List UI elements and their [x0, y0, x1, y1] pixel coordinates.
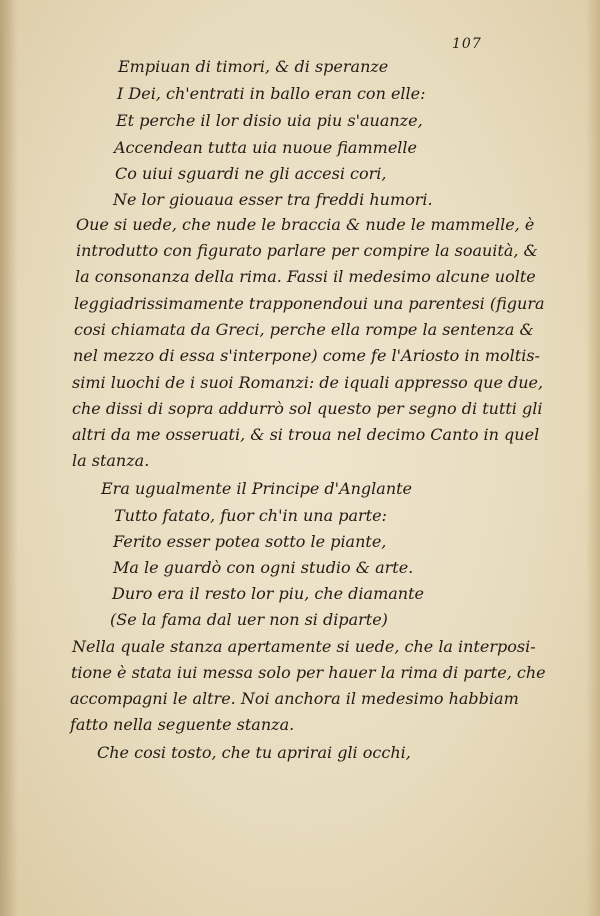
prose-line: fatto nella seguente stanza. — [70, 715, 295, 734]
verse-line: Et perche il lor disio uia piu s'auanze, — [116, 111, 423, 130]
prose-line: che dissi di sopra addurrò sol questo per segno di tutti gli — [72, 399, 543, 418]
verse-line: Tutto fatato, fuor ch'in una parte: — [114, 506, 387, 525]
prose-line: leggiadrissimamente trapponendoui una parentesi (figura — [74, 294, 545, 313]
verse-line: Empiuan di timori, & di speranze — [118, 57, 389, 76]
verse-line: Ferito esser potea sotto le piante, — [113, 532, 387, 551]
verse-line: Ma le guardò con ogni studio & arte. — [113, 558, 414, 577]
verse-line: Duro era il resto lor piu, che diamante — [112, 584, 424, 603]
prose-line: nel mezzo di essa s'interpone) come fe l'Ariosto in moltis- — [73, 346, 540, 365]
prose-line: Nella quale stanza apertamente si uede, che la interposi- — [72, 637, 536, 656]
prose-line: simi luochi de i suoi Romanzi: de iquali appresso que due, — [72, 373, 544, 392]
verse-line: (Se la fama dal uer non si diparte) — [110, 610, 388, 629]
verse-line: Era ugualmente il Principe d'Anglante — [101, 479, 413, 498]
verse-line: Accendean tutta uia nuoue fiammelle — [114, 138, 417, 157]
verse-line: Che cosi tosto, che tu aprirai gli occhi, — [97, 743, 411, 762]
prose-line: cosi chiamata da Greci, perche ella rompe la sentenza & — [74, 320, 534, 339]
prose-line: altri da me osseruati, & si troua nel decimo Canto in quel — [72, 425, 540, 444]
prose-line: tione è stata iui messa solo per hauer la rima di parte, che — [71, 663, 546, 682]
prose-line: la stanza. — [72, 451, 150, 470]
verse-line: Ne lor giouaua esser tra freddi humori. — [113, 190, 433, 209]
page-number: 107 — [452, 36, 482, 52]
verse-line: Co uiui sguardi ne gli accesi cori, — [115, 164, 387, 183]
verse-line: I Dei, ch'entrati in ballo eran con elle: — [117, 84, 426, 103]
prose-line: la consonanza della rima. Fassi il medesimo alcune uolte — [75, 267, 536, 286]
prose-line: introdutto con figurato parlare per compire la soauità, & — [76, 241, 538, 260]
prose-line: accompagni le altre. Noi anchora il medesimo habbiam — [70, 689, 519, 708]
prose-line: Oue si uede, che nude le braccia & nude le mammelle, è — [76, 215, 535, 234]
